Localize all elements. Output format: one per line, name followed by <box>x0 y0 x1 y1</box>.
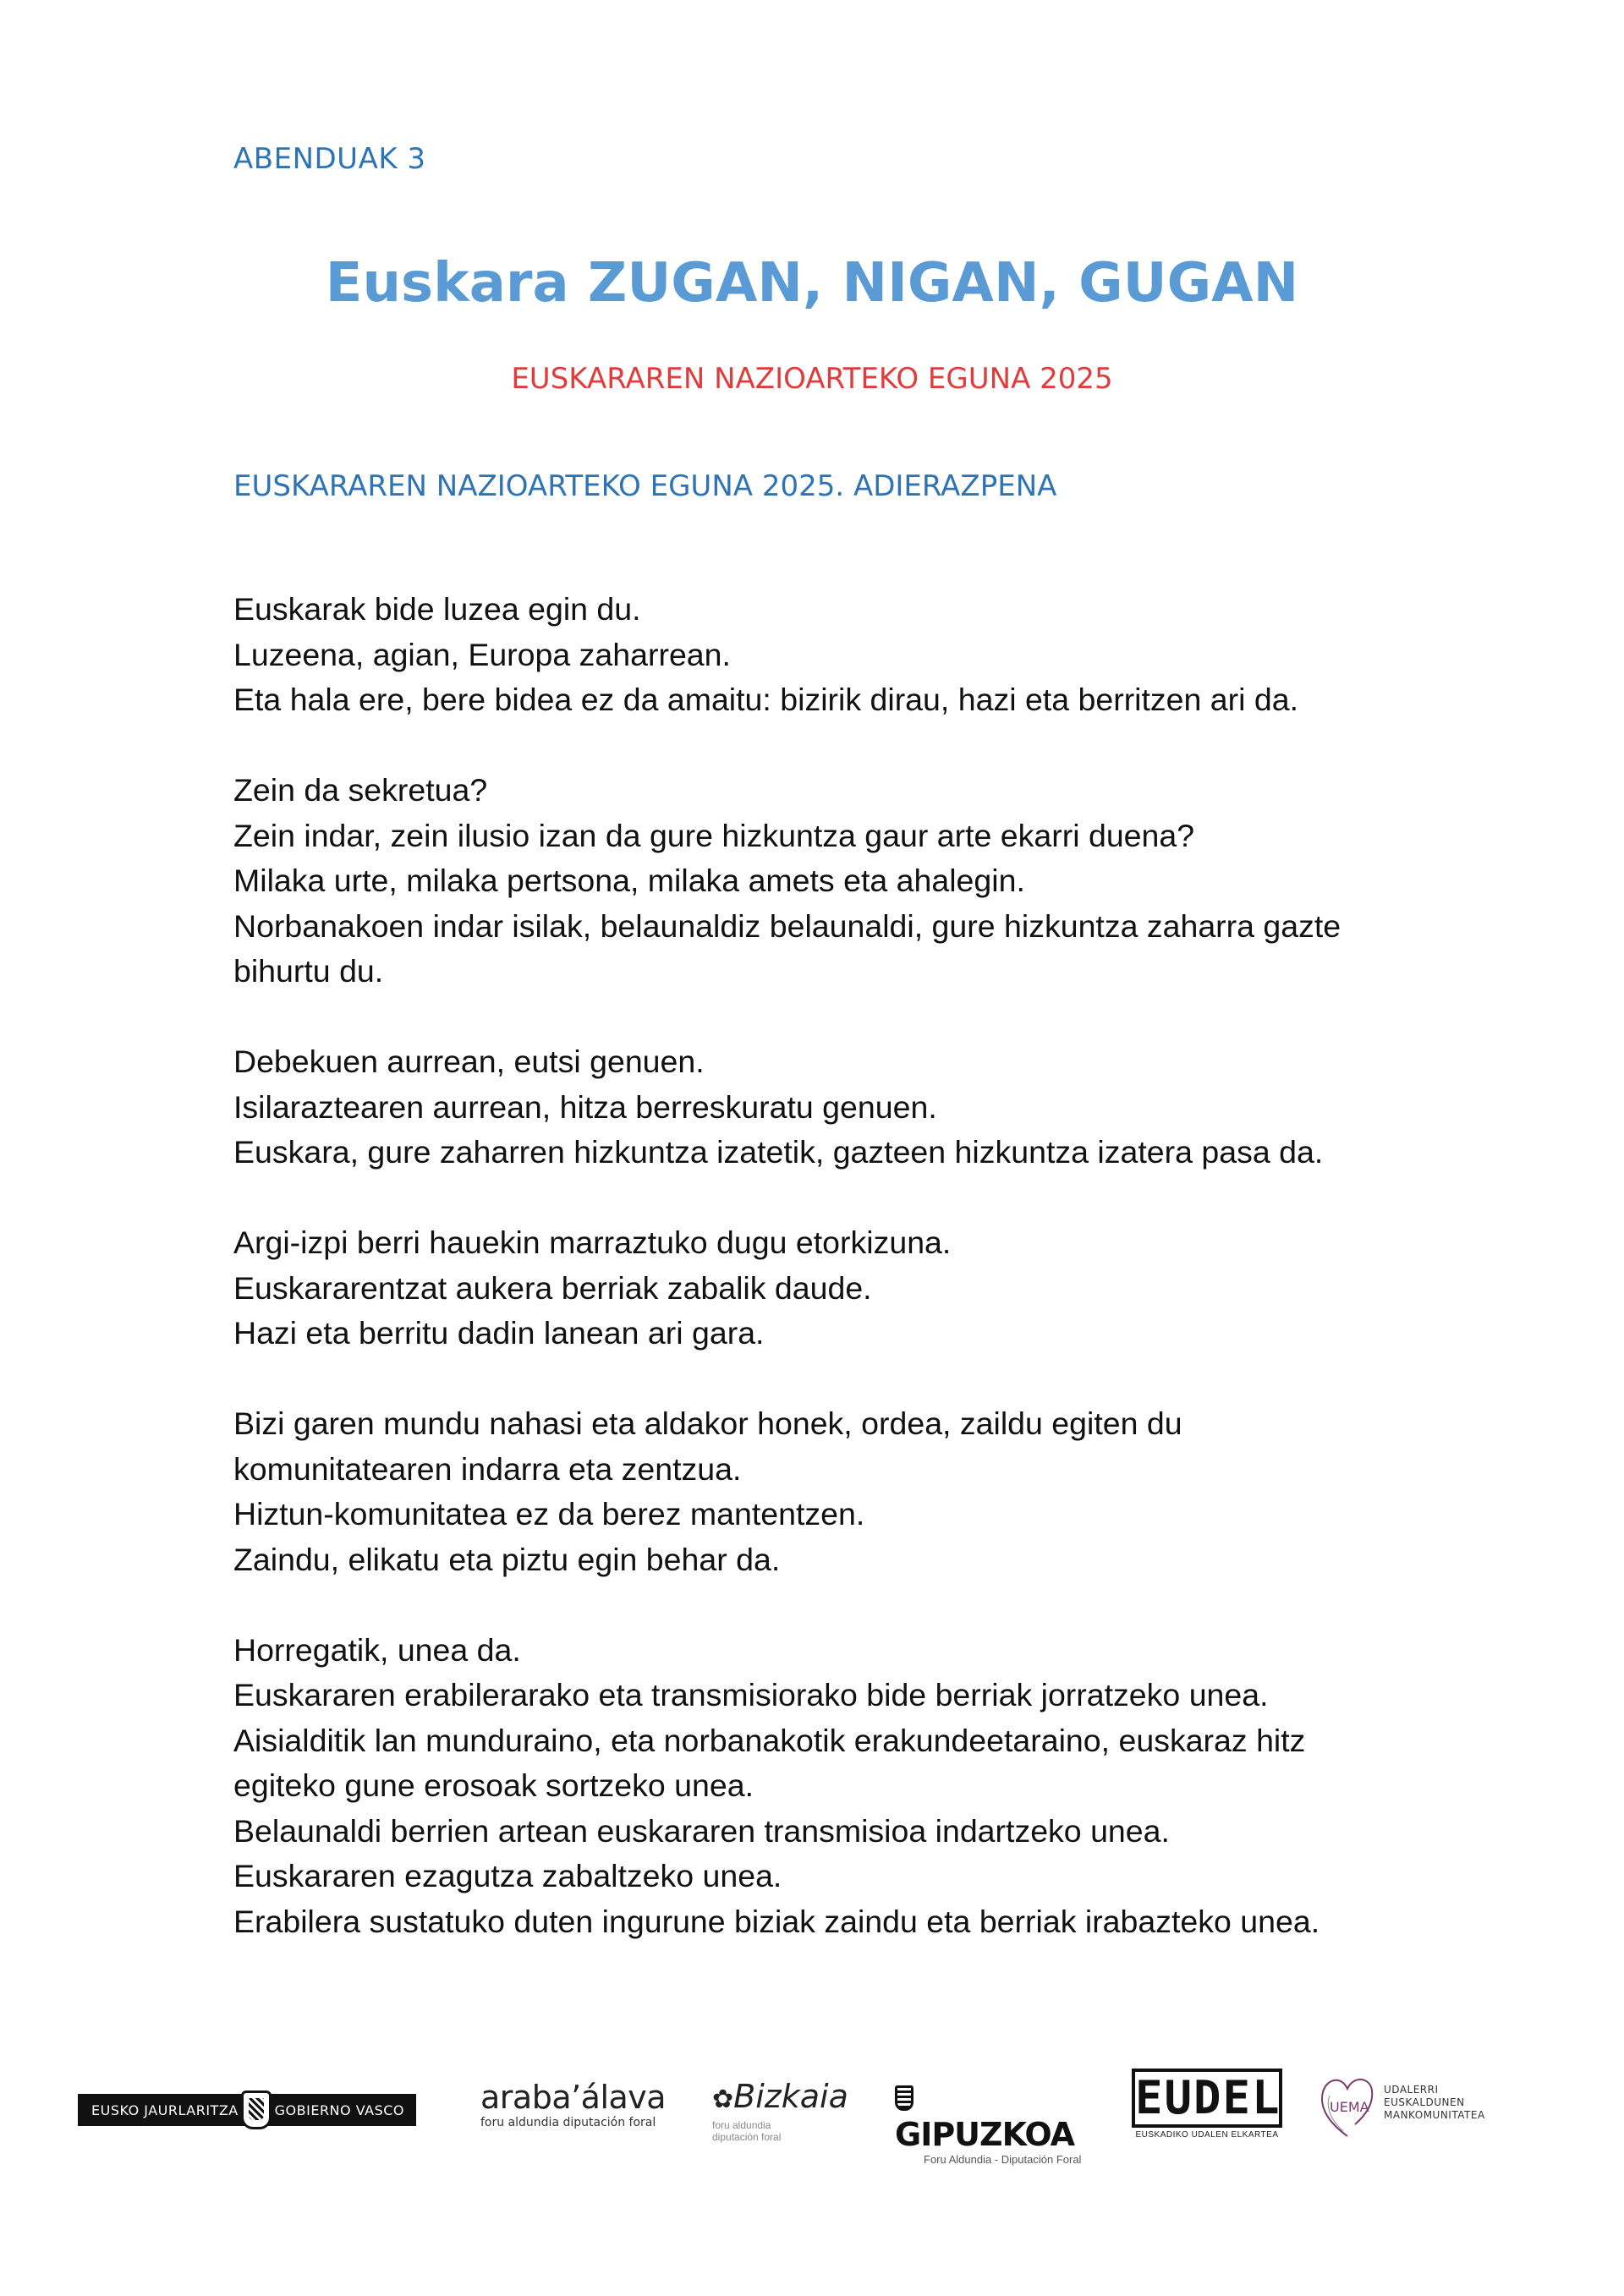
uema-line-3: MANKOMUNITATEA <box>1384 2109 1485 2121</box>
text-line: Milaka urte, milaka pertsona, milaka amets eta ahalegin. <box>233 863 1025 898</box>
text-line: Euskarak bide luzea egin du. <box>233 591 641 627</box>
paragraph-3 <box>233 1039 1435 1175</box>
text-line: Aisialditik lan munduraino, eta norbanakotik erakundeetaraino, euskaraz hitz <box>233 1722 1306 1758</box>
shield-icon <box>895 2085 914 2111</box>
sponsor-logos <box>0 2047 1624 2173</box>
paragraph-4 <box>233 1220 1435 1356</box>
date-label: ABENDUAK 3 <box>233 142 426 176</box>
paragraph-2 <box>233 768 1435 995</box>
paragraph-1 <box>233 587 1435 723</box>
bizkaia-subtitle-1: foru aldundia <box>712 2119 771 2131</box>
text-line: Euskararentzat aukera berriak zabalik daude. <box>233 1269 872 1306</box>
text-line: Hiztun-komunitatea ez da berez mantentzen. <box>233 1496 865 1532</box>
araba-subtitle: foru aldundia diputación foral <box>480 2116 656 2129</box>
eudel-wordmark: EUDEL <box>1132 2069 1282 2128</box>
text-line: Euskararen ezagutza zabaltzeko unea. <box>233 1858 782 1893</box>
text-line: komunitatearen indarra eta zentzua. <box>233 1450 742 1487</box>
text-line: Erabilera sustatuko duten ingurune biziak zaindu eta berriak irabazteko unea. <box>233 1903 1320 1939</box>
text-line: bihurtu du. <box>233 953 384 989</box>
text-line: Hazi eta berritu dadin lanean ari gara. <box>233 1315 765 1351</box>
text-line: Eta hala ere, bere bidea ez da amaitu: bizirik dirau, hazi eta berritzen ari da. <box>233 682 1299 717</box>
crest-icon <box>241 2091 272 2129</box>
bizkaia-subtitle-2: diputación foral <box>712 2131 782 2143</box>
bizkaia-wordmark: Bizkaia <box>733 2078 848 2115</box>
text-line: Euskara, gure zaharren hizkuntza izatetik, gazteen hizkuntza izatera pasa da. <box>233 1134 1324 1170</box>
eusko-jaurlaritza-label: EUSKO JAURLARITZA <box>91 2101 239 2118</box>
bizkaia-logo <box>712 2077 856 2143</box>
uema-mark: UEMA <box>1330 2099 1369 2115</box>
leaf-icon: ✿ <box>712 2085 734 2114</box>
text-line: Zein indar, zein ilusio izan da gure hizkuntza gaur arte ekarri duena? <box>233 817 1195 853</box>
uema-line-2: EUSKALDUNEN <box>1384 2096 1465 2108</box>
uema-line-1: UDALERRI <box>1384 2084 1439 2096</box>
text-line: Argi-izpi berri hauekin marraztuko dugu etorkizuna. <box>233 1225 952 1260</box>
section-heading: EUSKARAREN NAZIOARTEKO EGUNA 2025. ADIERAZPENA <box>233 469 1057 503</box>
page-title: Euskara ZUGAN, NIGAN, GUGAN <box>325 252 1299 315</box>
page-subtitle: EUSKARAREN NAZIOARTEKO EGUNA 2025 <box>511 362 1113 396</box>
uema-logo <box>1318 2072 1487 2148</box>
gipuzkoa-subtitle: Foru Aldundia - Diputación Foral <box>924 2153 1082 2166</box>
text-line: Bizi garen mundu nahasi eta aldakor honek, ordea, zaildu egiten du <box>233 1406 1182 1441</box>
text-line: Zein da sekretua? <box>233 772 488 808</box>
eudel-subtitle: EUSKADIKO UDALEN ELKARTEA <box>1135 2130 1279 2140</box>
text-line: Debekuen aurrean, eutsi genuen. <box>233 1044 705 1079</box>
text-line: Euskararen erabilerarako eta transmisiorako bide berriak jorratzeko unea. <box>233 1677 1269 1712</box>
araba-logo <box>480 2079 667 2129</box>
text-line: Luzeena, agian, Europa zaharrean. <box>233 636 731 672</box>
text-line: Zaindu, elikatu eta piztu egin behar da. <box>233 1541 781 1577</box>
text-line: Norbanakoen indar isilak, belaunaldiz belaunaldi, gure hizkuntza zaharra gazte <box>233 907 1341 944</box>
paragraph-6 <box>233 1628 1435 1945</box>
gipuzkoa-logo <box>895 2079 1089 2166</box>
gipuzkoa-wordmark: GIPUZKOA <box>895 2116 1075 2153</box>
uema-text <box>1384 2084 1485 2122</box>
araba-wordmark: araba’álava <box>480 2079 667 2116</box>
eusko-jaurlaritza-logo <box>78 2094 416 2126</box>
paragraph-5 <box>233 1401 1435 1582</box>
declaration-body <box>233 587 1435 1990</box>
text-line: Isilaraztearen aurrean, hitza berreskuratu genuen. <box>233 1088 937 1125</box>
text-line: Belaunaldi berrien artean euskararen transmisioa indartzeko unea. <box>233 1812 1170 1849</box>
text-line: egiteko gune erosoak sortzeko unea. <box>233 1767 754 1803</box>
text-line: Horregatik, unea da. <box>233 1631 521 1668</box>
gobierno-vasco-label: GOBIERNO VASCO <box>274 2101 404 2118</box>
eudel-logo <box>1132 2069 1282 2140</box>
